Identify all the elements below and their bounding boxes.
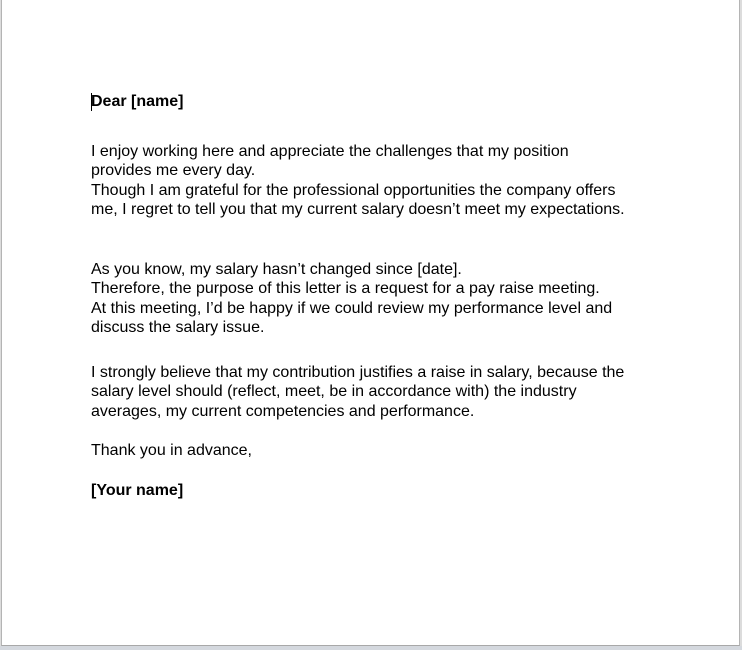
paragraph-line: me, I regret to tell you that my current salary doesn’t meet my expectations. xyxy=(91,201,625,218)
paragraph-line: At this meeting, I’d be happy if we could review my performance level and xyxy=(91,299,613,317)
greeting-line: Dear [name] xyxy=(91,93,184,110)
window-bottom-edge xyxy=(0,646,742,650)
paragraph-justification xyxy=(91,363,691,422)
paragraph-line: discuss the salary issue. xyxy=(91,319,265,336)
paragraph-line: I enjoy working here and appreciate the challenges that my position xyxy=(91,142,569,160)
letter-body[interactable] xyxy=(91,92,691,500)
signature-line: [Your name] xyxy=(91,481,184,499)
paragraph-line: averages, my current competencies and performance. xyxy=(91,402,475,420)
paragraph-request xyxy=(91,260,691,338)
paragraph-line: As you know, my salary hasn’t changed since [date]. xyxy=(91,260,462,278)
paragraph-line: Therefore, the purpose of this letter is a request for a pay raise meeting. xyxy=(91,280,600,297)
closing-line: Thank you in advance, xyxy=(91,442,252,459)
paragraph-line: provides me every day. xyxy=(91,162,256,179)
paragraph-line: salary level should (reflect, meet, be in accordance with) the industry xyxy=(91,383,577,400)
paragraph-appreciation xyxy=(91,142,691,220)
paragraph-line: Though I am grateful for the professional opportunities the company offers xyxy=(91,181,616,199)
document-page xyxy=(1,0,740,646)
paragraph-line: I strongly believe that my contribution justifies a raise in salary, because the xyxy=(91,363,625,381)
